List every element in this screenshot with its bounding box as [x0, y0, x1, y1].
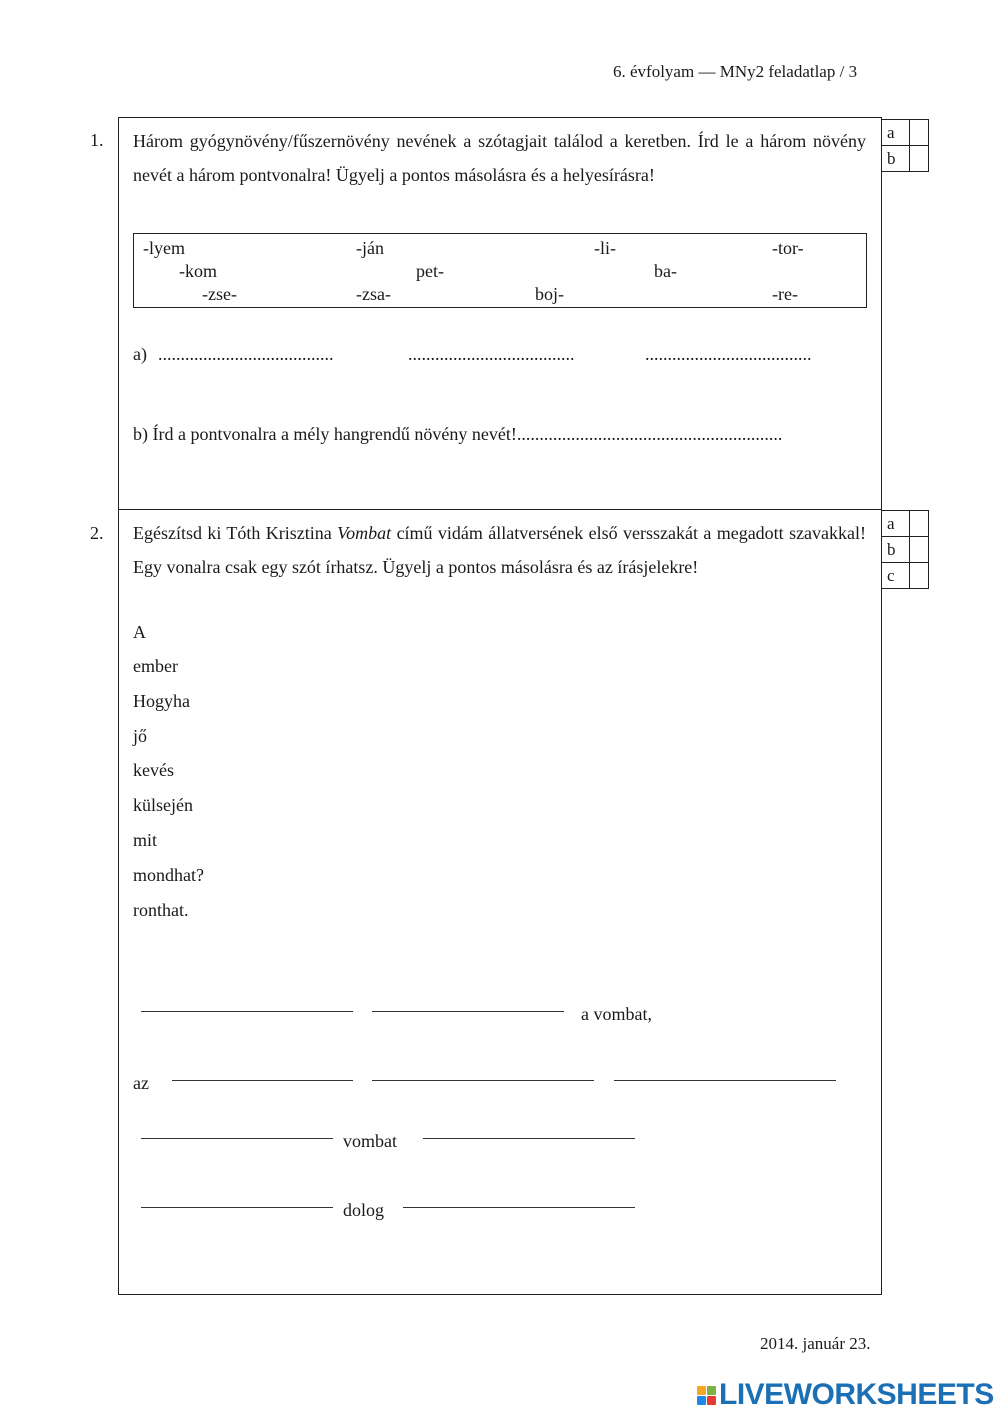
- score-label-a: a: [882, 120, 910, 146]
- blank-line[interactable]: [403, 1207, 635, 1208]
- word-option: mondhat?: [133, 865, 204, 885]
- score-cell-a[interactable]: [910, 120, 929, 146]
- score-label-c: c: [882, 563, 910, 589]
- task-1-number: 1.: [90, 130, 104, 150]
- blank-line[interactable]: [141, 1138, 333, 1139]
- word-option: mit: [133, 830, 158, 850]
- task-1-instruction: Három gyógynövény/fűszernövény nevének a szótagjait találod a keretben. Írd le a három növény nevét a három pontvonalra! Ügyelj a pontos másolásra és a helyesírásra!: [133, 131, 866, 185]
- answer-a-dotline-3[interactable]: .....................................: [645, 344, 812, 364]
- blank-line[interactable]: [141, 1207, 333, 1208]
- blank-line[interactable]: [172, 1080, 353, 1081]
- answer-a-dotline-1[interactable]: .......................................: [158, 344, 334, 364]
- liveworksheets-logo[interactable]: [697, 1378, 994, 1412]
- poem-line-3-text: vombat: [343, 1131, 397, 1151]
- score-cell-a[interactable]: [910, 511, 929, 537]
- syllable: ba-: [654, 261, 677, 281]
- score-label-a: a: [882, 511, 910, 537]
- poem-line-4-text: dolog: [343, 1200, 385, 1220]
- score-cell-c[interactable]: [910, 563, 929, 589]
- blank-line[interactable]: [372, 1011, 564, 1012]
- syllable-box: [133, 233, 867, 308]
- score-label-b: b: [882, 537, 910, 563]
- answer-a-dotline-2[interactable]: .....................................: [408, 344, 575, 364]
- syllable: -lyem: [143, 238, 185, 258]
- syllable: -re-: [772, 284, 798, 304]
- task-1-score-table: [881, 119, 929, 172]
- syllable: -zsa-: [356, 284, 391, 304]
- syllable: -ján: [356, 238, 384, 258]
- poem-line-1-text: a vombat,: [581, 1004, 652, 1024]
- syllable: pet-: [416, 261, 444, 281]
- syllable: -kom: [179, 261, 217, 281]
- question-b: [133, 424, 782, 445]
- answer-b-dotline[interactable]: ...........................................................: [516, 424, 783, 444]
- poem-title: Vombat: [337, 523, 392, 543]
- syllable: -zse-: [202, 284, 237, 304]
- word-option: jő: [133, 726, 148, 746]
- word-option: Hogyha: [133, 691, 190, 711]
- poem-line-2-text: az: [133, 1073, 149, 1093]
- blank-line[interactable]: [614, 1080, 836, 1081]
- task-2-box: [118, 508, 882, 1295]
- score-cell-b[interactable]: [910, 537, 929, 563]
- task-2-number: 2.: [90, 523, 104, 543]
- task-2-instruction: Egészítsd ki Tóth Krisztina Vombat című vidám állatversének első versszakát a megadott szavakkal! Egy vonalra csak egy szót írhatsz. Ügyelj a pontos másolásra és az írásjelekre!: [133, 523, 867, 577]
- word-option: ronthat.: [133, 900, 189, 920]
- score-label-b: b: [882, 146, 910, 172]
- word-option: A: [133, 622, 146, 642]
- syllable: -li-: [594, 238, 616, 258]
- syllable: -tor-: [772, 238, 804, 258]
- word-option: kevés: [133, 760, 174, 780]
- page-header: 6. évfolyam — MNy2 feladatlap / 3: [613, 62, 858, 81]
- logo-squares-icon: [697, 1386, 716, 1405]
- task-2-score-table: [881, 510, 929, 589]
- syllable: boj-: [535, 284, 564, 304]
- word-option: külsején: [133, 795, 193, 815]
- question-b-text: b) Írd a pontvonalra a mély hangrendű növény nevét!: [133, 424, 517, 444]
- blank-line[interactable]: [372, 1080, 594, 1081]
- score-cell-b[interactable]: [910, 146, 929, 172]
- word-option: ember: [133, 656, 178, 676]
- logo-text: LIVEWORKSHEETS: [719, 1378, 994, 1411]
- blank-line[interactable]: [423, 1138, 635, 1139]
- blank-line[interactable]: [141, 1011, 353, 1012]
- date-footer: 2014. január 23.: [760, 1334, 871, 1353]
- answer-a-label: a): [133, 344, 147, 364]
